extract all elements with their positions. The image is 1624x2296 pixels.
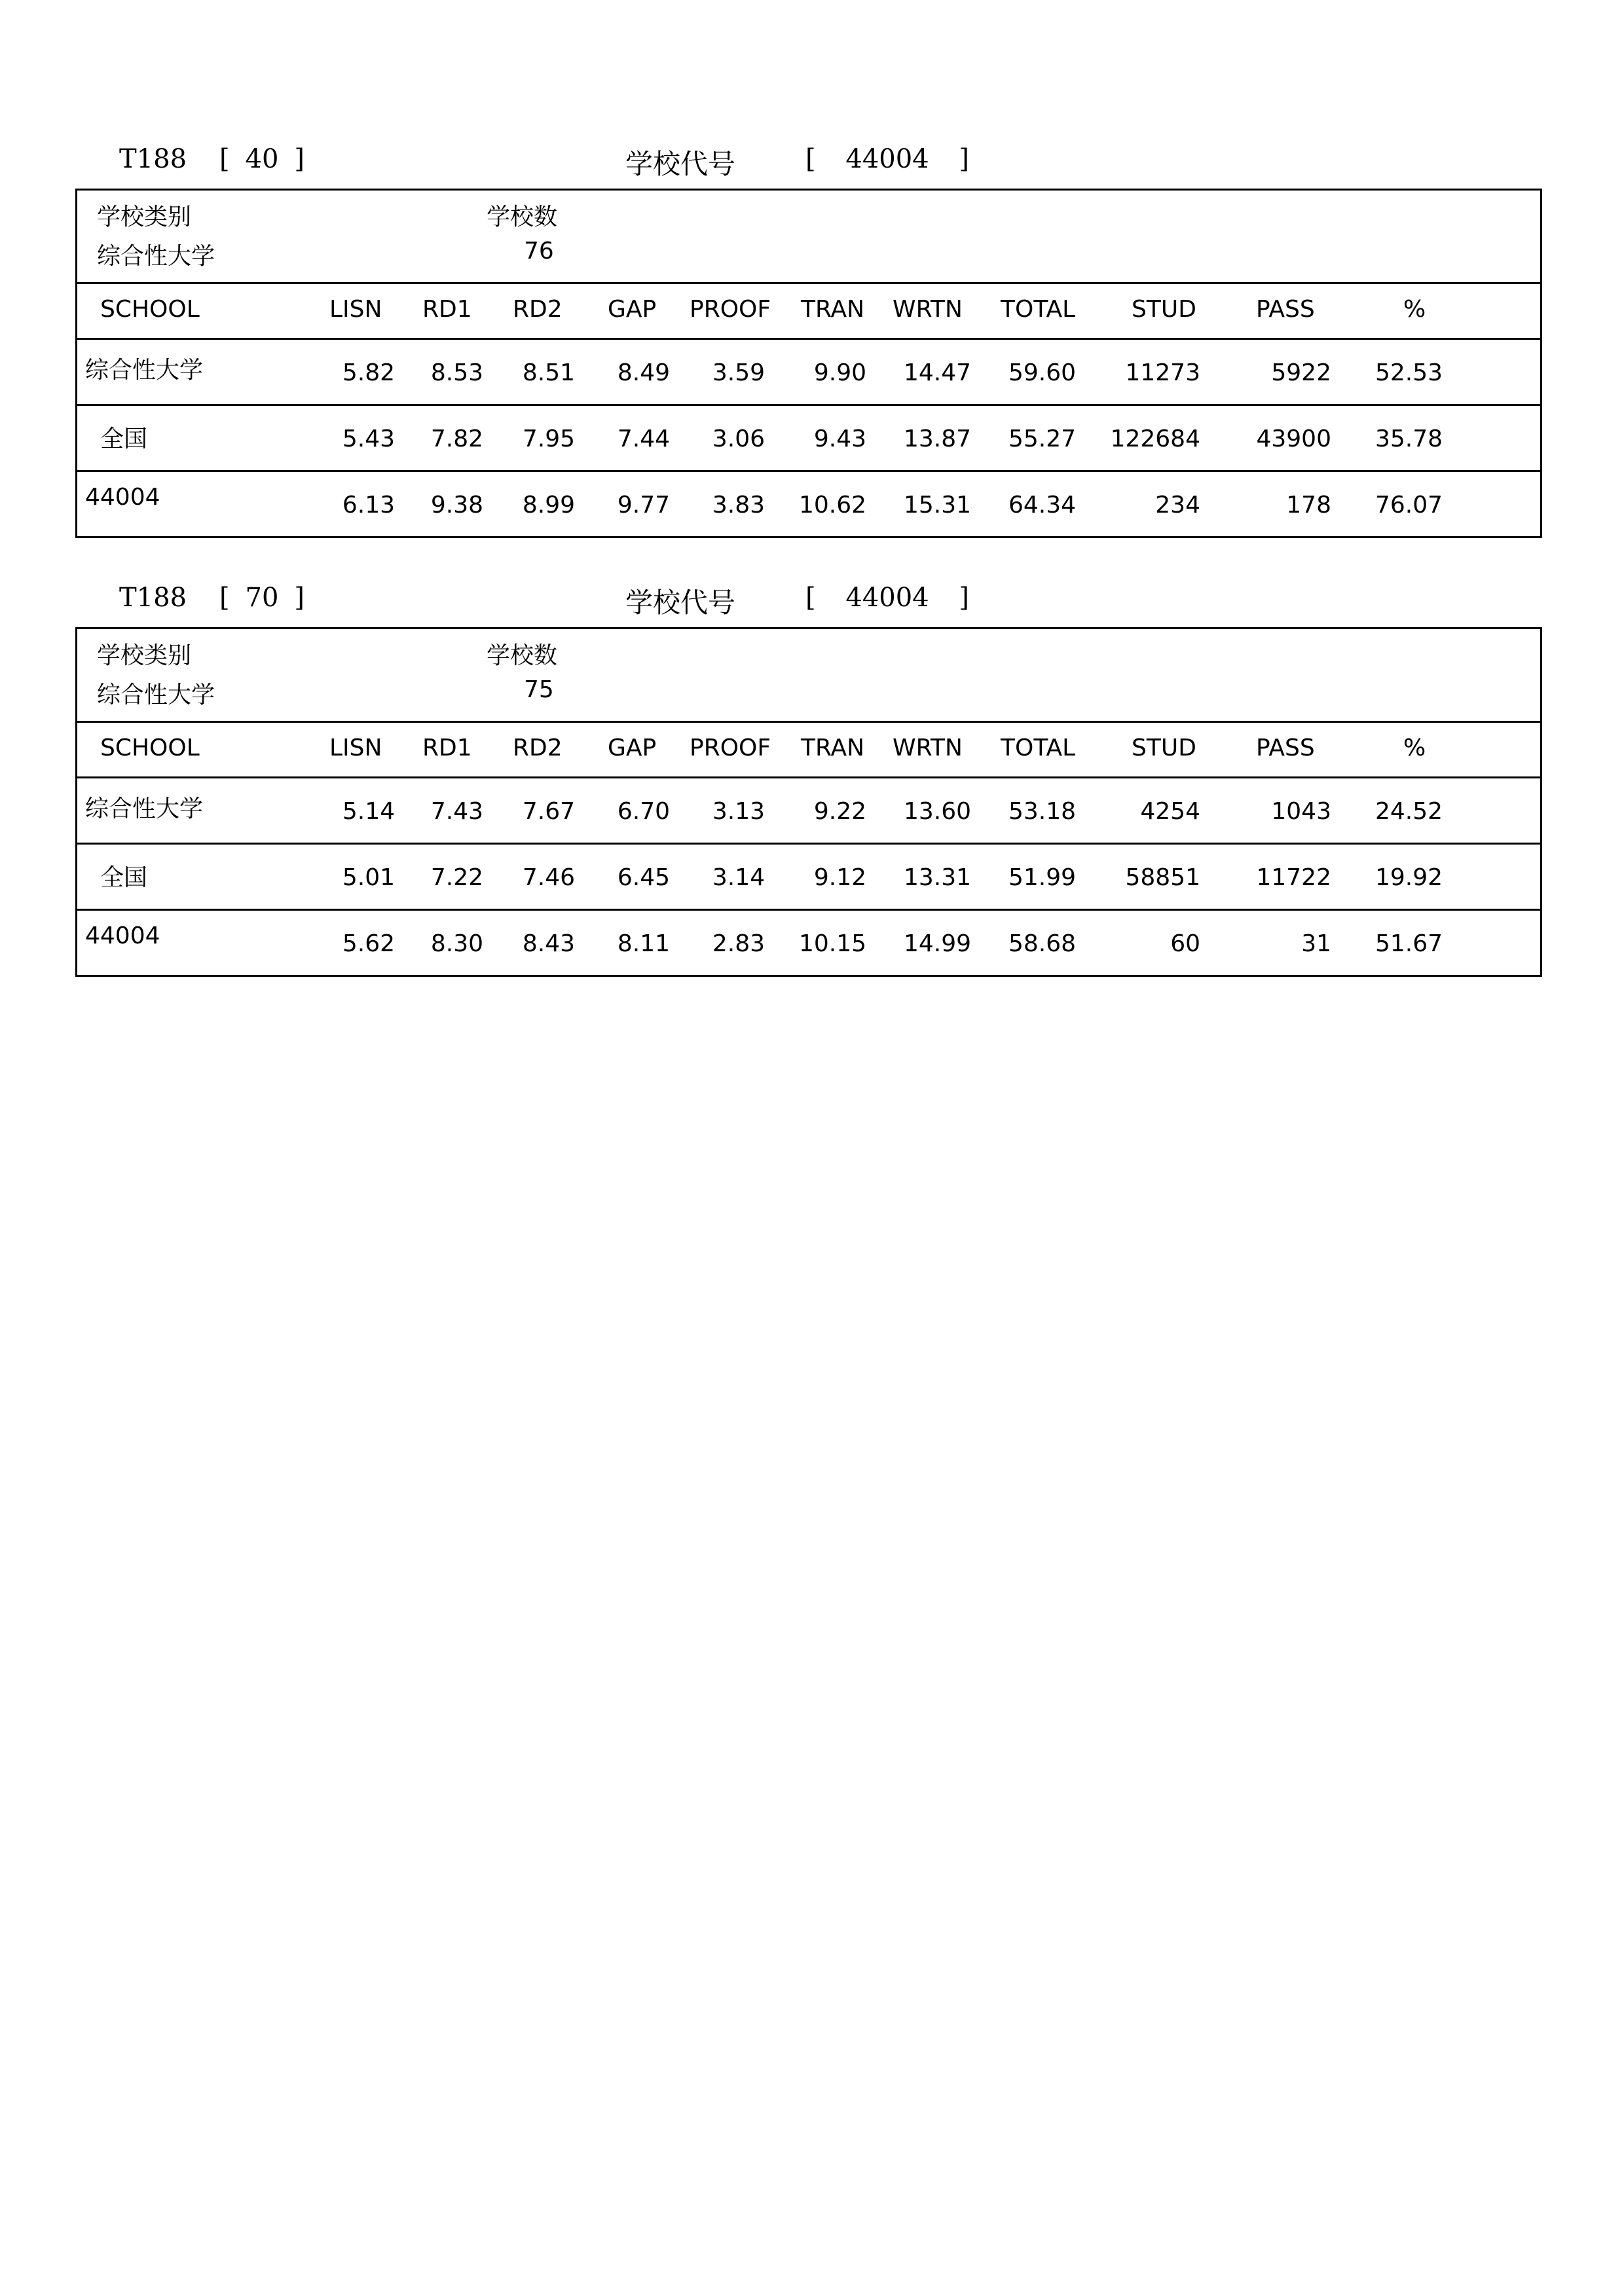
report-heading bbox=[0, 131, 1624, 190]
cell-lisn: 5.43 bbox=[342, 426, 395, 452]
cell-lisn: 6.13 bbox=[342, 492, 395, 519]
cell-tran: 9.12 bbox=[813, 864, 866, 891]
cell-stud: 58851 bbox=[1125, 864, 1200, 891]
cell-wrtn: 13.87 bbox=[903, 426, 971, 452]
header-pass: PASS bbox=[1256, 296, 1315, 323]
header-total: TOTAL bbox=[1001, 296, 1076, 323]
category-label: 学校类别 bbox=[97, 642, 192, 669]
header-school: SCHOOL bbox=[100, 735, 200, 761]
report-level-40 bbox=[0, 131, 1624, 519]
cell-total: 64.34 bbox=[1008, 492, 1076, 519]
cell-rd1: 7.82 bbox=[430, 426, 483, 452]
cell-pass: 178 bbox=[1286, 492, 1331, 519]
header-gap: GAP bbox=[608, 735, 657, 761]
level-value: 40 bbox=[245, 144, 279, 174]
header-pct: % bbox=[1403, 735, 1426, 761]
cell-tran: 10.62 bbox=[798, 492, 866, 519]
cell-pass: 11722 bbox=[1256, 864, 1331, 891]
cell-stud: 4254 bbox=[1140, 798, 1200, 825]
cell-proof: 3.83 bbox=[712, 492, 765, 519]
cell-lisn: 5.14 bbox=[342, 798, 395, 825]
cell-rd2: 7.67 bbox=[522, 798, 575, 825]
header-rd1: RD1 bbox=[422, 296, 472, 323]
header-lisn: LISN bbox=[329, 296, 382, 323]
cell-school: 44004 bbox=[85, 484, 160, 511]
header-pass: PASS bbox=[1256, 735, 1315, 761]
school-code-label: 学校代号 bbox=[625, 148, 736, 180]
cell-rd2: 7.46 bbox=[522, 864, 575, 891]
cell-gap: 9.77 bbox=[617, 492, 670, 519]
level-bracket: [ 70 ] bbox=[219, 583, 304, 613]
category-value: 综合性大学 bbox=[97, 243, 215, 270]
cell-pct: 76.07 bbox=[1375, 492, 1443, 519]
header-rd2: RD2 bbox=[513, 735, 563, 761]
cell-pass: 5922 bbox=[1271, 359, 1331, 386]
cell-gap: 6.45 bbox=[617, 864, 670, 891]
school-code-label: 学校代号 bbox=[625, 587, 736, 619]
cell-school: 全国 bbox=[100, 426, 148, 452]
cell-rd2: 8.99 bbox=[522, 492, 575, 519]
level-bracket: [ 40 ] bbox=[219, 144, 304, 174]
header-tran: TRAN bbox=[801, 296, 865, 323]
header-rd1: RD1 bbox=[422, 735, 472, 761]
cell-pass: 31 bbox=[1301, 930, 1331, 957]
header-stud: STUD bbox=[1132, 735, 1196, 761]
cell-total: 55.27 bbox=[1008, 426, 1076, 452]
table-meta bbox=[77, 191, 1540, 284]
school-count-label: 学校数 bbox=[487, 204, 558, 230]
header-school: SCHOOL bbox=[100, 296, 200, 323]
cell-pct: 24.52 bbox=[1375, 798, 1443, 825]
cell-rd1: 8.30 bbox=[430, 930, 483, 957]
cell-stud: 234 bbox=[1155, 492, 1200, 519]
cell-stud: 122684 bbox=[1110, 426, 1200, 452]
cell-gap: 7.44 bbox=[617, 426, 670, 452]
header-rd2: RD2 bbox=[513, 296, 563, 323]
table-row bbox=[77, 406, 1540, 472]
cell-proof: 2.83 bbox=[712, 930, 765, 957]
header-lisn: LISN bbox=[329, 735, 382, 761]
header-stud: STUD bbox=[1132, 296, 1196, 323]
table-meta bbox=[77, 629, 1540, 723]
cell-gap: 8.11 bbox=[617, 930, 670, 957]
school-code-bracket: [ 44004 ] bbox=[805, 583, 969, 613]
cell-school: 44004 bbox=[85, 922, 160, 949]
cell-school: 全国 bbox=[100, 864, 148, 891]
cell-wrtn: 13.60 bbox=[903, 798, 971, 825]
cell-stud: 11273 bbox=[1125, 359, 1200, 386]
cell-rd2: 8.51 bbox=[522, 359, 575, 386]
cell-total: 59.60 bbox=[1008, 359, 1076, 386]
school-count-value: 76 bbox=[524, 238, 554, 264]
cell-rd1: 9.38 bbox=[430, 492, 483, 519]
cell-rd1: 8.53 bbox=[430, 359, 483, 386]
cell-school: 综合性大学 bbox=[85, 357, 204, 384]
report-level-70 bbox=[0, 570, 1624, 957]
cell-wrtn: 14.47 bbox=[903, 359, 971, 386]
report-heading bbox=[0, 570, 1624, 629]
cell-stud: 60 bbox=[1170, 930, 1200, 957]
cell-pass: 1043 bbox=[1271, 798, 1331, 825]
header-pct: % bbox=[1403, 296, 1426, 323]
cell-proof: 3.13 bbox=[712, 798, 765, 825]
header-gap: GAP bbox=[608, 296, 657, 323]
cell-rd2: 8.43 bbox=[522, 930, 575, 957]
stats-table bbox=[75, 627, 1542, 977]
header-total: TOTAL bbox=[1001, 735, 1076, 761]
cell-pct: 51.67 bbox=[1375, 930, 1443, 957]
header-wrtn: WRTN bbox=[893, 735, 963, 761]
table-row bbox=[77, 845, 1540, 911]
table-row bbox=[77, 778, 1540, 845]
cell-pct: 35.78 bbox=[1375, 426, 1443, 452]
cell-wrtn: 13.31 bbox=[903, 864, 971, 891]
cell-pass: 43900 bbox=[1256, 426, 1331, 452]
category-value: 综合性大学 bbox=[97, 682, 215, 708]
table-row bbox=[77, 911, 1540, 975]
cell-total: 58.68 bbox=[1008, 930, 1076, 957]
cell-total: 51.99 bbox=[1008, 864, 1076, 891]
level-value: 70 bbox=[245, 583, 279, 613]
cell-tran: 9.22 bbox=[813, 798, 866, 825]
stats-table bbox=[75, 189, 1542, 538]
header-tran: TRAN bbox=[801, 735, 865, 761]
table-row bbox=[77, 472, 1540, 536]
cell-proof: 3.14 bbox=[712, 864, 765, 891]
cell-rd1: 7.43 bbox=[430, 798, 483, 825]
test-code: T188 bbox=[119, 144, 187, 174]
school-code-bracket: [ 44004 ] bbox=[805, 144, 969, 174]
cell-gap: 8.49 bbox=[617, 359, 670, 386]
cell-lisn: 5.62 bbox=[342, 930, 395, 957]
cell-lisn: 5.01 bbox=[342, 864, 395, 891]
cell-pct: 19.92 bbox=[1375, 864, 1443, 891]
cell-total: 53.18 bbox=[1008, 798, 1076, 825]
cell-rd1: 7.22 bbox=[430, 864, 483, 891]
table-header-row bbox=[77, 723, 1540, 778]
cell-tran: 10.15 bbox=[798, 930, 866, 957]
school-count-label: 学校数 bbox=[487, 642, 558, 669]
table-row bbox=[77, 340, 1540, 406]
school-code-value: 44004 bbox=[845, 583, 929, 613]
header-wrtn: WRTN bbox=[893, 296, 963, 323]
cell-lisn: 5.82 bbox=[342, 359, 395, 386]
cell-wrtn: 14.99 bbox=[903, 930, 971, 957]
header-proof: PROOF bbox=[690, 296, 771, 323]
table-header-row bbox=[77, 284, 1540, 340]
cell-pct: 52.53 bbox=[1375, 359, 1443, 386]
cell-gap: 6.70 bbox=[617, 798, 670, 825]
category-label: 学校类别 bbox=[97, 204, 192, 230]
school-count-value: 75 bbox=[524, 676, 554, 703]
school-code-value: 44004 bbox=[845, 144, 929, 174]
cell-rd2: 7.95 bbox=[522, 426, 575, 452]
cell-school: 综合性大学 bbox=[85, 795, 204, 822]
test-code: T188 bbox=[119, 583, 187, 613]
header-proof: PROOF bbox=[690, 735, 771, 761]
cell-tran: 9.90 bbox=[813, 359, 866, 386]
cell-proof: 3.59 bbox=[712, 359, 765, 386]
cell-wrtn: 15.31 bbox=[903, 492, 971, 519]
cell-tran: 9.43 bbox=[813, 426, 866, 452]
cell-proof: 3.06 bbox=[712, 426, 765, 452]
